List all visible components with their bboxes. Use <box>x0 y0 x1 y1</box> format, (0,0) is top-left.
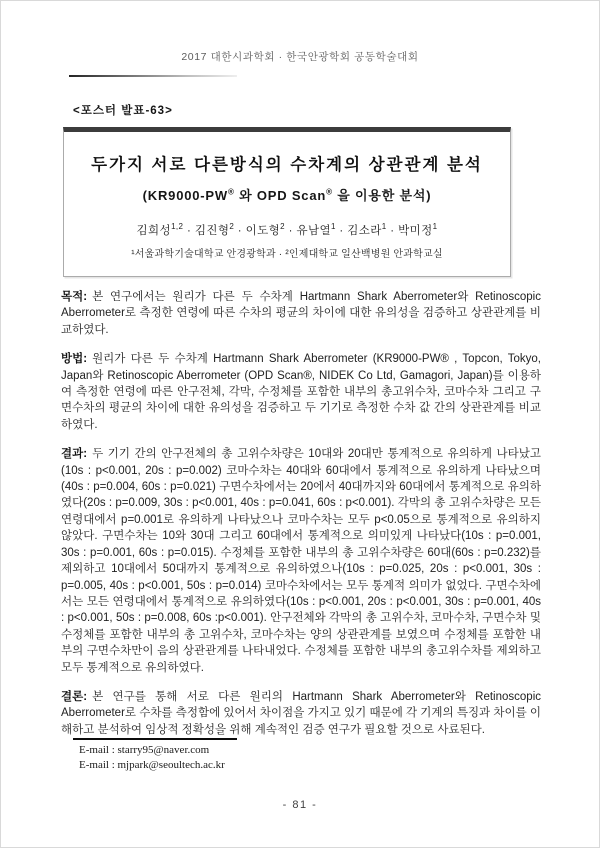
author <box>296 222 348 237</box>
author-name: 김소라 <box>347 225 382 237</box>
author <box>194 222 246 237</box>
section-label: 목적: <box>61 291 88 303</box>
author-name: 이도형 <box>245 225 281 237</box>
author <box>398 222 438 237</box>
author-separator: · <box>234 225 246 237</box>
subtitle-part <box>239 188 333 203</box>
author-affiliation-superscript: 2 <box>280 222 286 232</box>
abstract-sections <box>61 289 541 738</box>
author-affiliation-superscript: 2 <box>229 222 235 232</box>
section-text: 원리가 다른 두 수차계 Hartmann Shark Aberrometer (KR9000-PW® , Topcon, Tokyo, Japan와 Retinoscopic Aberrometer (OPD Scan®, NIDEK Co Ltd, Gamagori, Japan)를 이용하여 측정한 연령에 따른 안구전체, 각막, 수정체를 포함한 내부의 총고위수차, 코마수차 그리고 구면수차의 평균의 차이에 대한 유의성을 검증하고 두 기기로 측정한 수차 값 간의 상관관계를 비교하였다. <box>61 353 541 431</box>
section-text: 본 연구를 통해 서로 다른 원리의 Hartmann Shark Aberrometer와 Retinoscopic Aberrometer로 수차를 측정함에 있어서 차이점을 가지고 있기 때문에 각 기계의 특징과 차이를 이해하고 분석하여 임상적 정확성을 위해 계속적인 검증 연구가 필요할 것으로 사료된다. <box>61 690 541 736</box>
author <box>245 222 297 237</box>
author-separator: · <box>386 225 399 237</box>
paper-title: 두가지 서로 다른방식의 수차계의 상관관계 분석 <box>91 156 483 174</box>
author-affiliation-superscript: 1,2 <box>171 222 184 232</box>
email-list <box>1 744 599 772</box>
subtitle-text: (KR9000-PW <box>142 188 228 203</box>
author-affiliation-superscript: 1 <box>381 222 387 232</box>
author-separator: · <box>335 225 348 237</box>
poster-number-label: <포스터 발표-63> <box>73 105 173 117</box>
subtitle-part <box>337 188 431 203</box>
email-separator: : <box>108 743 118 756</box>
author-name: 유남열 <box>296 225 331 237</box>
section-label: 방법: <box>61 353 88 366</box>
author-affiliation-superscript: 1 <box>330 222 336 232</box>
email-line <box>79 759 599 771</box>
section-text: 본 연구에서는 원리가 다른 두 수차계 Hartmann Shark Aberrometer와 Retinoscopic Aberrometer로 측정한 연령에 따른 수차의 평균의 차이에 대한 유의성을 검증하고 상관관계를 비교하였다. <box>61 291 541 336</box>
email-label: E-mail <box>79 759 109 771</box>
author <box>136 222 195 237</box>
page-number: - 81 - <box>282 799 318 811</box>
section-label: 결론: <box>61 690 88 703</box>
abstract-paragraph <box>61 351 541 433</box>
email-separator: : <box>108 759 118 771</box>
author-affiliation-superscript: 1 <box>432 222 438 232</box>
abstract-paragraph <box>61 446 541 676</box>
affiliation-line: ¹서울과학기술대학교 안경광학과 · ²인제대학교 일산백병원 안과학교실 <box>131 249 443 260</box>
header-rule <box>69 75 237 77</box>
conference-header: 2017 대한시과학회 · 한국안광학회 공동학술대회 <box>181 51 419 63</box>
author-separator: · <box>183 225 195 237</box>
title-box <box>63 127 511 277</box>
abstract-paragraph <box>61 289 541 338</box>
abstract-paragraph <box>61 689 541 738</box>
subtitle-part <box>143 188 235 203</box>
author-list <box>74 222 500 238</box>
footnote-rule <box>73 738 237 740</box>
section-label: 결과: <box>61 448 88 461</box>
section-text: 두 기기 간의 안구전체의 총 고위수차량은 10대와 20대만 통계적으로 유의하게 나타났고(10s : p<0.001, 20s : p=0.002) 코마수차는 40대와 60대에서 통계적으로 유의하게 나타났으며(40s : p=0.004, 60s : p=0.021) 구면수차에서는 20에서 40대까지와 60대에서 통계적으로 유의하였다(20s : p=0.009, 30s : p<0.001, 40s : p=0.041, 60s : p<0.001). 각막의 총 고위수차량은 모든 연령대에서 p=0.001로 유의하게 나타났으나 코마수차는 모두 p<0.05으로 통계적으로 유의하지 않았다. 구면수차는 10와 30대 그리고 60대에서 통계적으로 의미있게 나타났다(10s : p=0.001, 30s : p=0.001, 60s : p=0.015). 수정체를 포함한 내부의 총 고위수차량은 60대(60s : p=0.232)를 제외하고 10대에서 50대까지 통계적으로 유의하였으나(10s : p=0.025, 20s : p<0.001, 30s : p=0.005, 40s : p<0.001, 50s : p=0.014) 코마수차에서는 모두 통계적 의미가 없었다. 구면수차에서는 모든 연령대에서 통계적으로 유의하였다(10s : p<0.001, 20s : p<0.001, 30s : p=0.001, 40s : p<0.001, 50s : p=0.008, 60s :p<0.001). 안구전체와 각막의 총 고위수차, 코마수차, 구면수차 및 수정체를 포함한 내부의 총 고위수차, 코마수차는 양의 상관관계를 보였으며 수정체를 포함한 내부의 구면수차만이 음의 상관관계를 나타내었다. 수정체를 포함한 내부의 총고위수차를 제외하고 모두 통계적으로 유의하였다. <box>61 448 541 674</box>
author-name: 김진형 <box>194 225 230 237</box>
email-line <box>79 744 599 756</box>
email-label: E-mail <box>79 743 109 756</box>
registered-mark: ® <box>326 187 333 197</box>
registered-mark: ® <box>227 187 235 197</box>
subtitle-text: 을 이용한 분석) <box>337 188 432 203</box>
email-address: mjpark@seoultech.ac.kr <box>117 759 225 771</box>
email-address: starry95@naver.com <box>117 743 210 756</box>
paper-subtitle <box>74 185 500 204</box>
footnote-block <box>1 738 599 771</box>
author-name: 김희성 <box>136 225 172 237</box>
author-separator: · <box>285 225 297 237</box>
author <box>347 222 399 237</box>
author-name: 박미정 <box>398 225 433 237</box>
subtitle-text: 와 OPD Scan <box>239 188 327 203</box>
